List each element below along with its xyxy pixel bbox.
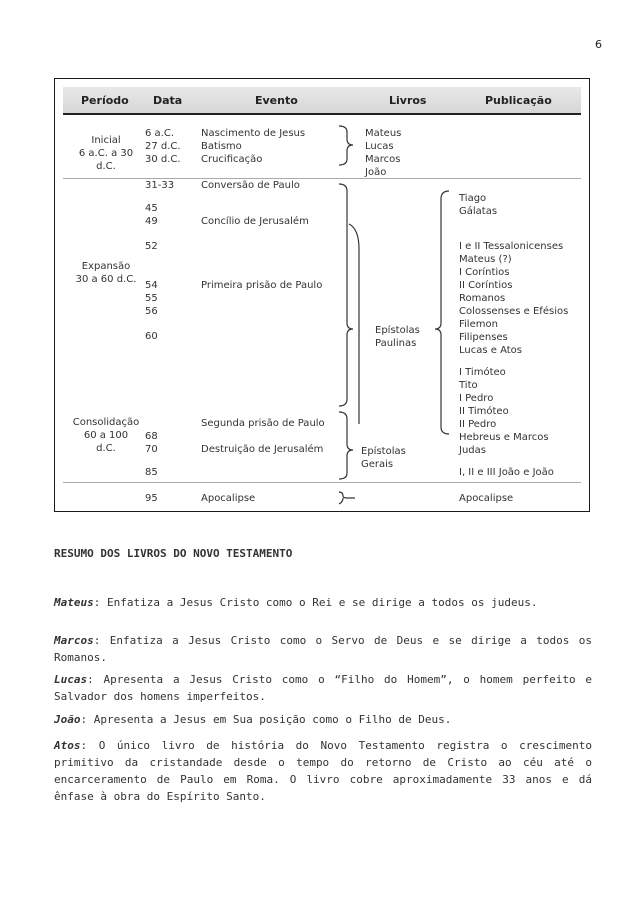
publication: Hebreus e Marcos [459,432,549,443]
event: Batismo [201,141,242,152]
publication: Colossenses e Efésios [459,306,569,317]
publication: Apocalipse [459,493,514,504]
brace-gospels [339,126,353,165]
event: Segunda prisão de Paulo [201,418,325,429]
summary-marcos: Marcos: Enfatiza a Jesus Cristo como o Servo de Deus e se dirige a todos os Romanos. [54,634,592,664]
date: 49 [145,216,158,227]
date: 6 a.C. [145,128,175,139]
page-number: 6 [595,38,602,51]
date: 68 [145,431,158,442]
header-data: Data [153,94,183,107]
summary-lucas: Lucas: Apresenta a Jesus Cristo como o “Filho do Homem”, o homem perfeito e Salvador dos homens imperfeitos. [54,673,592,703]
publication: I, II e III João e João [459,467,554,478]
publication: II Coríntios [459,280,513,291]
period-inicial: Inicial 6 a.C. a 30 d.C. [78,135,134,172]
general-epistles: Epístolas Gerais [361,446,406,470]
date: 27 d.C. [145,141,181,152]
publication: Lucas e Atos [459,345,522,356]
summary-joao: João: Apresenta a Jesus em Sua posição como o Filho de Deus. [54,713,452,726]
publication: II Pedro [459,419,497,430]
publication: II Timóteo [459,406,509,417]
header-livros: Livros [389,94,427,107]
date: 56 [145,306,158,317]
publication: Tito [459,380,478,391]
event: Apocalipse [201,493,256,504]
publication: Filemon [459,319,498,330]
event: Primeira prisão de Paulo [201,280,323,291]
publication: I Pedro [459,393,494,404]
date: 55 [145,293,158,304]
date: 52 [145,241,158,252]
brace-connectors [55,79,591,513]
publication: Filipenses [459,332,508,343]
date: 85 [145,467,158,478]
date: 70 [145,444,158,455]
gospels-list: Mateus Lucas Marcos João [365,128,402,178]
publication: Romanos [459,293,506,304]
header-periodo: Período [81,94,129,107]
brace-pauline-right [435,191,449,434]
timeline-table [54,78,590,512]
brace-apocalipse [339,492,355,504]
period-expansao: Expansão 30 a 60 d.C. [75,261,137,285]
period-consolidacao: Consolidação 60 a 100 d.C. [72,417,140,454]
date: 30 d.C. [145,154,181,165]
summary-mateus: Mateus: Enfatiza a Jesus Cristo como o Rei e se dirige a todos os judeus. [54,596,538,609]
date: 95 [145,493,158,504]
brace-pauline-left [339,184,353,406]
date: 31-33 [145,180,175,191]
date: 60 [145,331,158,342]
header-evento: Evento [255,94,298,107]
brace-general-tail [349,224,359,424]
publication: Gálatas [459,206,498,217]
summary-title: RESUMO DOS LIVROS DO NOVO TESTAMENTO [54,547,293,560]
date: 45 [145,203,158,214]
publication: Mateus (?) [459,254,512,265]
event: Conversão de Paulo [201,180,300,191]
pauline-epistles: Epístolas Paulinas [375,325,420,349]
summary-atos: Atos: O único livro de história do Novo Testamento registra o crescimento primitivo da cristandade desde o tempo do retorno de Cristo ao céu até o encarceramento de Paulo em Roma. O livro cobre aproximadamente 33 anos e dá ênfase à obra do Espírito Santo. [54,739,592,803]
publication: Judas [459,445,486,456]
event: Nascimento de Jesus [201,128,306,139]
event: Concílio de Jerusalém [201,216,309,227]
publication: I Timóteo [459,367,506,378]
date: 54 [145,280,158,291]
publication: I e II Tessalonicenses [459,241,564,252]
brace-general-left [339,412,353,479]
event: Destruição de Jerusalém [201,444,324,455]
publication: Tiago [459,193,487,204]
publication: I Coríntios [459,267,510,278]
event: Crucificação [201,154,263,165]
header-publicacao: Publicação [485,94,552,107]
